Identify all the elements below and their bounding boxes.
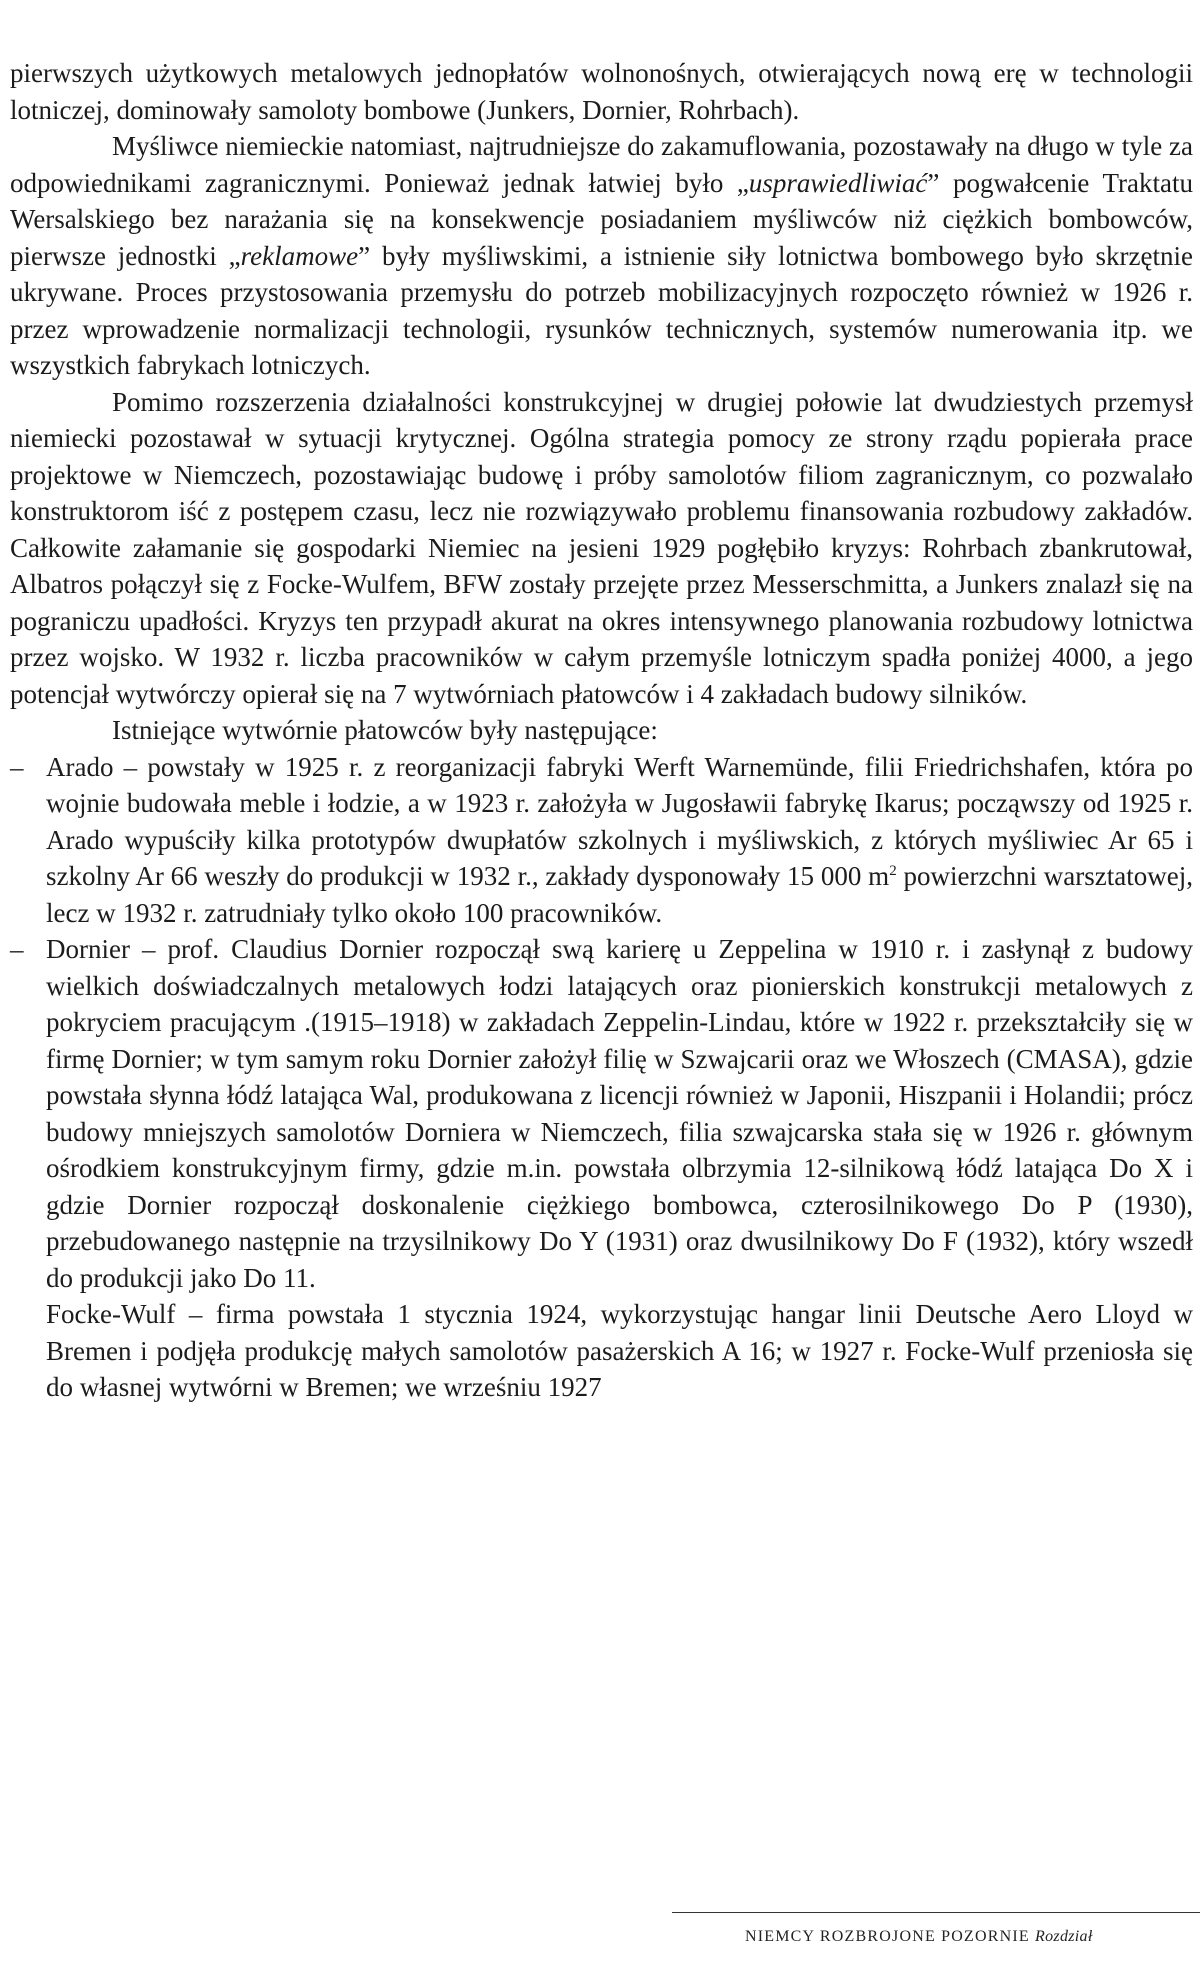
paragraph-text: pogwałcenie Traktatu Wersalskiego bez narażania się na konsekwencje posiadaniem myśliwców niż ciężkich bombowców, pierwsze jednostki	[10, 167, 1193, 271]
paragraph-text: Pomimo rozszerzenia działalności konstrukcyjnej w drugiej połowie lat dwudziestych przemysł niemiecki pozostawał w sytuacji krytycznej. Ogólna strategia pomocy ze strony rządu popierała prace projektowe w Niemczech, pozostawiając budowę i próby samolotów filiom zagranicznym, co pozwalało konstruktorom iść z postępem czasu, lecz nie rozwiązywało problemu finansowania rozbudowy zakładów. Całkowite załamanie się gospodarki Niemiec na jesieni 1929 pogłębiło kryzys: Rohrbach zbankrutował, Albatros połączył się z Focke-Wulfem, BFW zostały przejęte przez Messerschmitta, a Junkers znalazł się na pograniczu upadłości. Kryzys ten przypadł akurat na okres intensywnego planowania rozbudowy lotnictwa przez wojsko. W 1932 r. liczba pracowników w całym przemyśle lotniczym spadła poniżej 4000, a jego potencjał wytwórczy opierał się na 7 wytwórniach płatowców i 4 zakładach budowy silników.	[10, 386, 1193, 709]
paragraph-fighters	[10, 128, 1193, 384]
list-dash: –	[10, 751, 24, 782]
quote-close: ”	[927, 167, 940, 198]
list-dash: –	[10, 934, 24, 964]
body-text	[10, 55, 1193, 1406]
paragraph-text: Istniejące wytwórnie płatowców były następujące:	[112, 715, 658, 745]
footer-rule	[672, 1912, 1200, 1913]
running-title: NIEMCY ROZBROJONE POZORNIE	[745, 1928, 1030, 1945]
paragraph-text: Myśliwce niemieckie natomiast, najtrudniejsze do zakamuflowania, pozostawały na długo w tyle za odpowiednikami zagranicznymi. Ponieważ jednak łatwiej było	[10, 131, 1193, 198]
chapter-label: Rozdział	[1035, 1928, 1093, 1945]
paragraph-text: były myśliwskimi, a istnienie siły lotnictwa bombowego było skrzętnie ukrywane. Proces przystosowania przemysłu do potrzeb mobilizacyjnych rozpoczęto również w 1926 r. przez wprowadzenie normalizacji technologii, rysunków technicznych, systemów numerowania itp. we wszystkich fabrykach lotniczych.	[10, 240, 1193, 380]
italic-term-usprawiedliwiac: usprawiedliwiać	[748, 167, 928, 198]
superscript-2: 2	[889, 863, 897, 879]
running-footer	[745, 1928, 1200, 1946]
list-item-focke-wulf	[10, 1296, 1193, 1406]
quote-close: ”	[358, 240, 371, 271]
list-item-dornier	[10, 931, 1193, 1296]
list-item-text: Focke-Wulf – firma powstała 1 stycznia 1924, wykorzystując hangar linii Deutsche Aero Lloyd w Bremen i podjęła produkcję małych samolotów pasażerskich A 16; w 1927 r. Focke-Wulf przeniosła się do własnej wytwórni w Bremen; we wrześniu 1927	[46, 1299, 1193, 1402]
list-item-text: Dornier – prof. Claudius Dornier rozpoczął swą karierę u Zeppelina w 1910 r. i zasłynął z budowy wielkich doświadczalnych metalowych łodzi latających oraz pionierskich konstrukcji metalowych z pokryciem pracującym .(1915–1918) w zakładach Zeppelin-Lindau, które w 1922 r. przekształciły się w firmę Dornier; w tym samym roku Dornier założył filię w Szwajcarii oraz we Włoszech (CMASA), gdzie powstała słynna łódź latająca Wal, produkowana z licencji również w Japonii, Hiszpanii i Holandii; prócz budowy mniejszych samolotów Dorniera w Niemczech, filia szwajcarska stała się w 1926 r. głównym ośrodkiem konstrukcyjnym firmy, gdzie m.in. powstała olbrzymia 12-silnikową łódź latająca Do X i gdzie Dornier rozpoczął doskonalenie ciężkiego bombowca, czterosilnikowego Do P (1930), przebudowanego następnie na trzysilnikowy Do Y (1931) oraz dwusilnikowy Do F (1932), który wszedł do produkcji jako Do 11.	[46, 934, 1193, 1293]
paragraph-crisis	[10, 384, 1193, 713]
paragraph-list-intro	[10, 712, 1193, 749]
quote-open: „	[736, 167, 749, 198]
list-item-text: Arado – powstały w 1925 r. z reorganizacji fabryki Werft Warnemünde, filii Friedrichshafen, która po wojnie budowała meble i łodzie, a w 1923 r. założyła w Jugosławii fabrykę Ikarus; począwszy od 1925 r. Arado wypuściły kilka prototypów dwupłatów szkolnych i myśliwskich, z których myśliwiec Ar 65 i szkolny Ar 66 weszły do produkcji w 1932 r., zakłady dysponowały 15 000 m	[46, 751, 1193, 891]
list-item-arado	[10, 749, 1193, 932]
quote-open: „	[228, 240, 241, 271]
italic-term-reklamowe: reklamowe	[240, 240, 359, 271]
list-item-text: powierzchni warsztatowej, lecz w 1932 r. zatrudniały tylko około 100 pracowników.	[46, 861, 1193, 928]
paragraph-continuation	[10, 55, 1193, 128]
paragraph-text: pierwszych użytkowych metalowych jednopłatów wolnonośnych, otwierających nową erę w technologii lotniczej, dominowały samoloty bombowe (Junkers, Dornier, Rohrbach).	[10, 58, 1193, 125]
